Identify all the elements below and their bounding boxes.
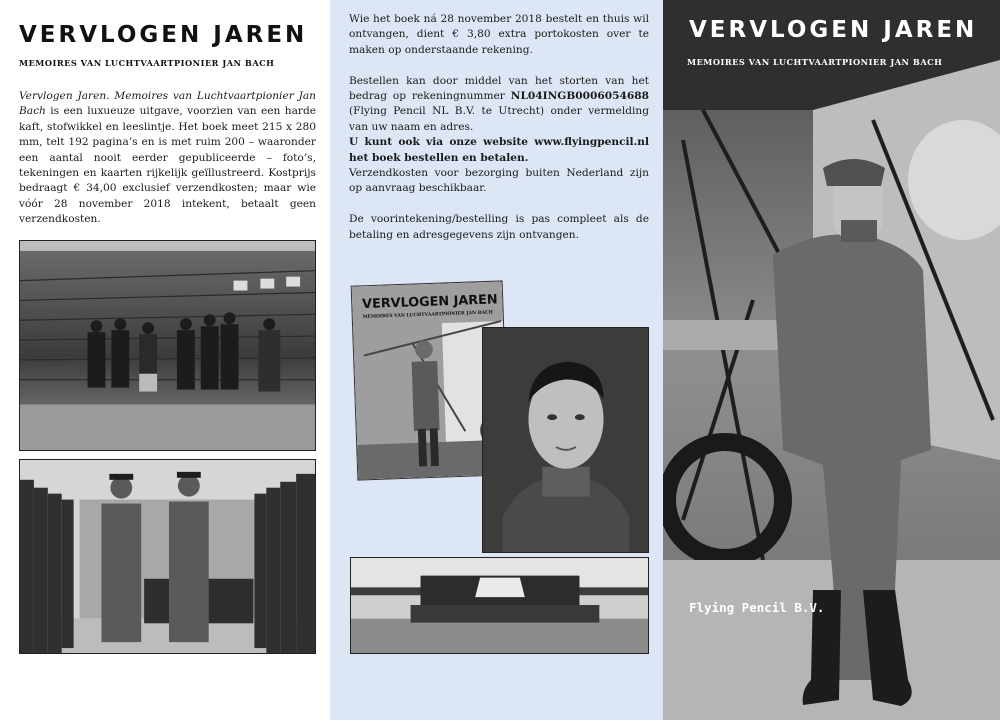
left-panel (0, 0, 330, 720)
shipping-paragraph: Wie het boek ná 28 november 2018 bestelt en thuis wil ontvangen, dient € 3,80 extra portokosten over te maken op onderstaande rekening. (349, 13, 649, 56)
payment-text: Bestellen kan door middel van het storten van het bedrag op rekeningnummer (349, 74, 649, 103)
cover-title: VERVLOGEN JAREN (689, 17, 978, 43)
left-intro-text (19, 89, 316, 228)
cover-panel (663, 0, 1000, 720)
book-cover-title: VERVLOGEN JAREN (361, 292, 498, 313)
photo-portrait-jan-bach (482, 327, 649, 553)
cover-subtitle: MEMOIRES VAN LUCHTVAARTPIONIER JAN BACH (687, 57, 943, 67)
intro-description: is een luxueuze uitgave, voorzien van een harde kaft, stofwikkel en leeslintje. Het boek meet 215 x 280 mm, telt 192 pagina’s en is met ruim 200 – waaronder een aantal nooit eerder gepubliceerde – foto’s, tekeningen en kaarten rijkelijk geïllustreerd. Kostprijs bedraagt € 34,00 exclusief verzendkosten; maar wie vóór 28 november 2018 intekent, betaalt geen verzendkosten. (19, 105, 316, 226)
cover-publisher: Flying Pencil B.V. (689, 600, 825, 615)
completion-note: De voorintekening/bestelling is pas compleet als de betaling en adresgegevens zijn ontvangen. (349, 213, 649, 241)
left-subtitle: MEMOIRES VAN LUCHTVAARTPIONIER JAN BACH (19, 58, 275, 68)
account-number: NL04INGB0006054688 (510, 90, 649, 103)
book-cover-subtitle: MEMOIRES VAN LUCHTVAARTPIONIER JAN BACH (362, 310, 494, 320)
order-information (349, 12, 649, 258)
photo-crew-aircraft (19, 240, 316, 451)
payment-paragraph (349, 74, 649, 136)
payment-text-end: (Flying Pencil NL B.V. te Utrecht) onder vermelding van uw naam en adres. (349, 105, 649, 133)
book-title-italic: Vervlogen Jaren. Memoires van Luchtvaartpionier Jan Bach (19, 90, 316, 118)
photo-group-airfield (350, 557, 649, 654)
photo-officers-parade (19, 459, 316, 654)
website-order-note: U kunt ook via onze website www.flyingpencil.nl het boek bestellen en betalen. (349, 136, 649, 164)
left-title: VERVLOGEN JAREN (19, 22, 308, 48)
middle-panel (330, 0, 663, 720)
international-shipping-note: Verzendkosten voor bezorging buiten Nederland zijn op aanvraag beschikbaar. (349, 167, 649, 195)
